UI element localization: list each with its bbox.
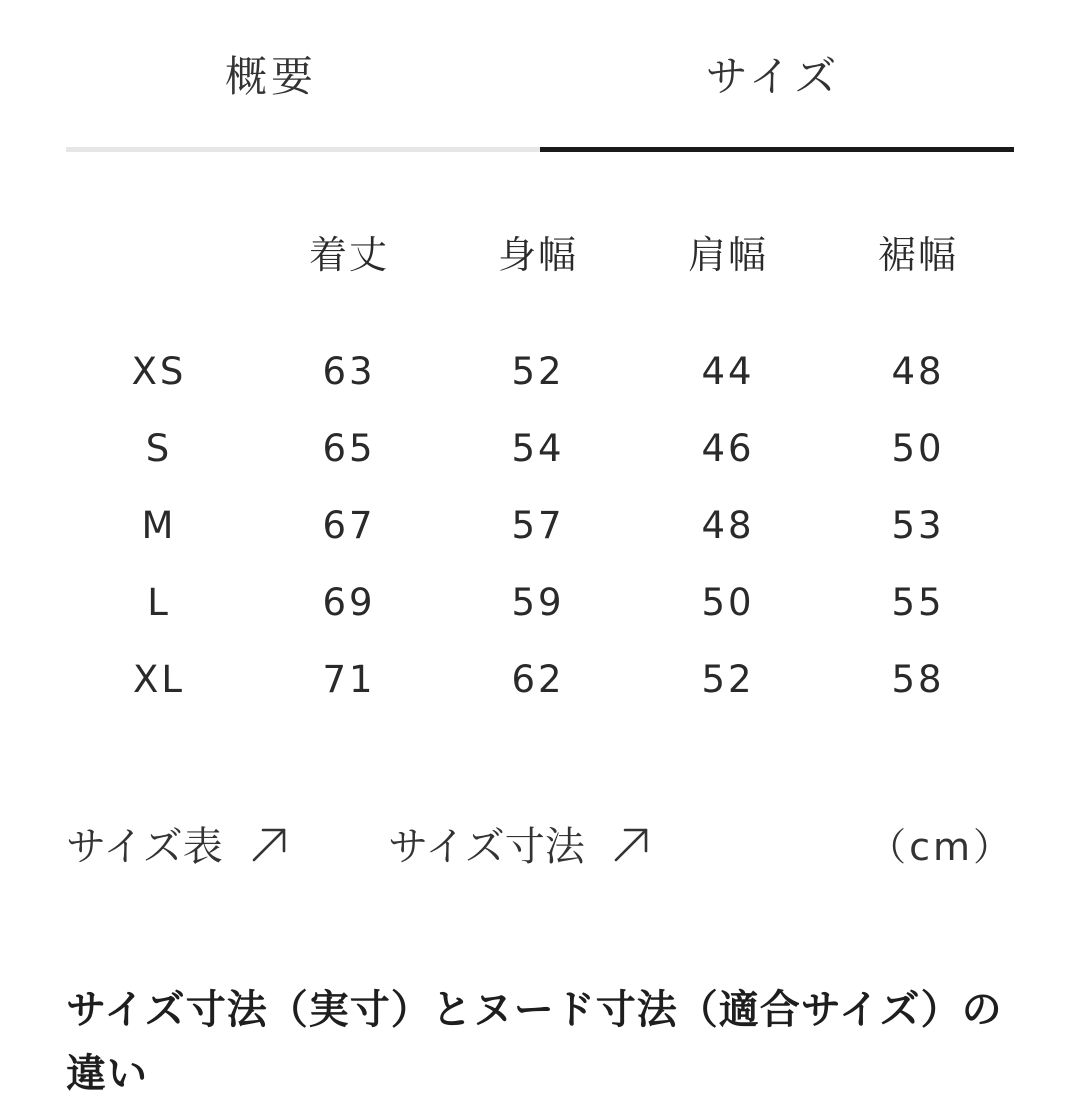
table-cell: 69 [322,581,376,624]
section-heading: サイズ寸法（実寸）とヌード寸法（適合サイズ）の違い [66,987,1003,1097]
table-cell: 59 [511,581,565,624]
row-size-label: M [141,504,177,547]
table-row [66,419,1014,479]
table-cell: 63 [322,350,376,393]
column-header-shoulder-width: 肩幅 [687,233,768,277]
row-size-label: S [145,427,173,470]
size-table-header [66,225,1014,285]
tab-size[interactable] [540,0,1014,152]
tab-bar [66,0,1014,152]
table-cell: 67 [322,504,376,547]
table-cell: 54 [511,427,565,470]
table-cell: 71 [322,658,376,701]
table-cell: 65 [322,427,376,470]
table-cell: 50 [701,581,755,624]
table-cell: 57 [511,504,565,547]
table-cell: 58 [891,658,945,701]
table-cell: 52 [511,350,565,393]
table-cell: 52 [701,658,755,701]
tab-overview[interactable] [66,0,540,152]
row-size-label: L [147,581,171,624]
size-links [66,812,1014,882]
size-chart-link[interactable] [66,812,289,882]
table-cell: 62 [511,658,565,701]
unit-label: （cm） [868,825,1014,869]
tab-size-underline [540,147,1014,152]
table-row [66,650,1014,710]
column-header-body-width: 身幅 [497,233,578,277]
table-cell: 55 [891,581,945,624]
table-row [66,573,1014,633]
table-cell: 46 [701,427,755,470]
column-header-hem-width: 裾幅 [877,233,958,277]
tab-overview-underline [66,147,540,152]
table-cell: 44 [701,350,755,393]
tab-overview-label: 概要 [224,52,317,101]
table-row [66,496,1014,556]
external-arrow-icon [611,825,651,865]
external-arrow-icon [249,825,289,865]
row-size-label: XL [133,658,185,701]
size-measure-link-label: サイズ寸法 [388,824,585,870]
tab-size-label: サイズ [705,52,841,101]
row-size-label: XS [131,350,187,393]
table-cell: 48 [891,350,945,393]
table-cell: 48 [701,504,755,547]
table-cell: 53 [891,504,945,547]
table-cell: 50 [891,427,945,470]
size-chart-link-label: サイズ表 [66,824,223,870]
column-header-length: 着丈 [308,233,389,277]
size-measure-link[interactable] [388,812,651,882]
table-row [66,342,1014,402]
